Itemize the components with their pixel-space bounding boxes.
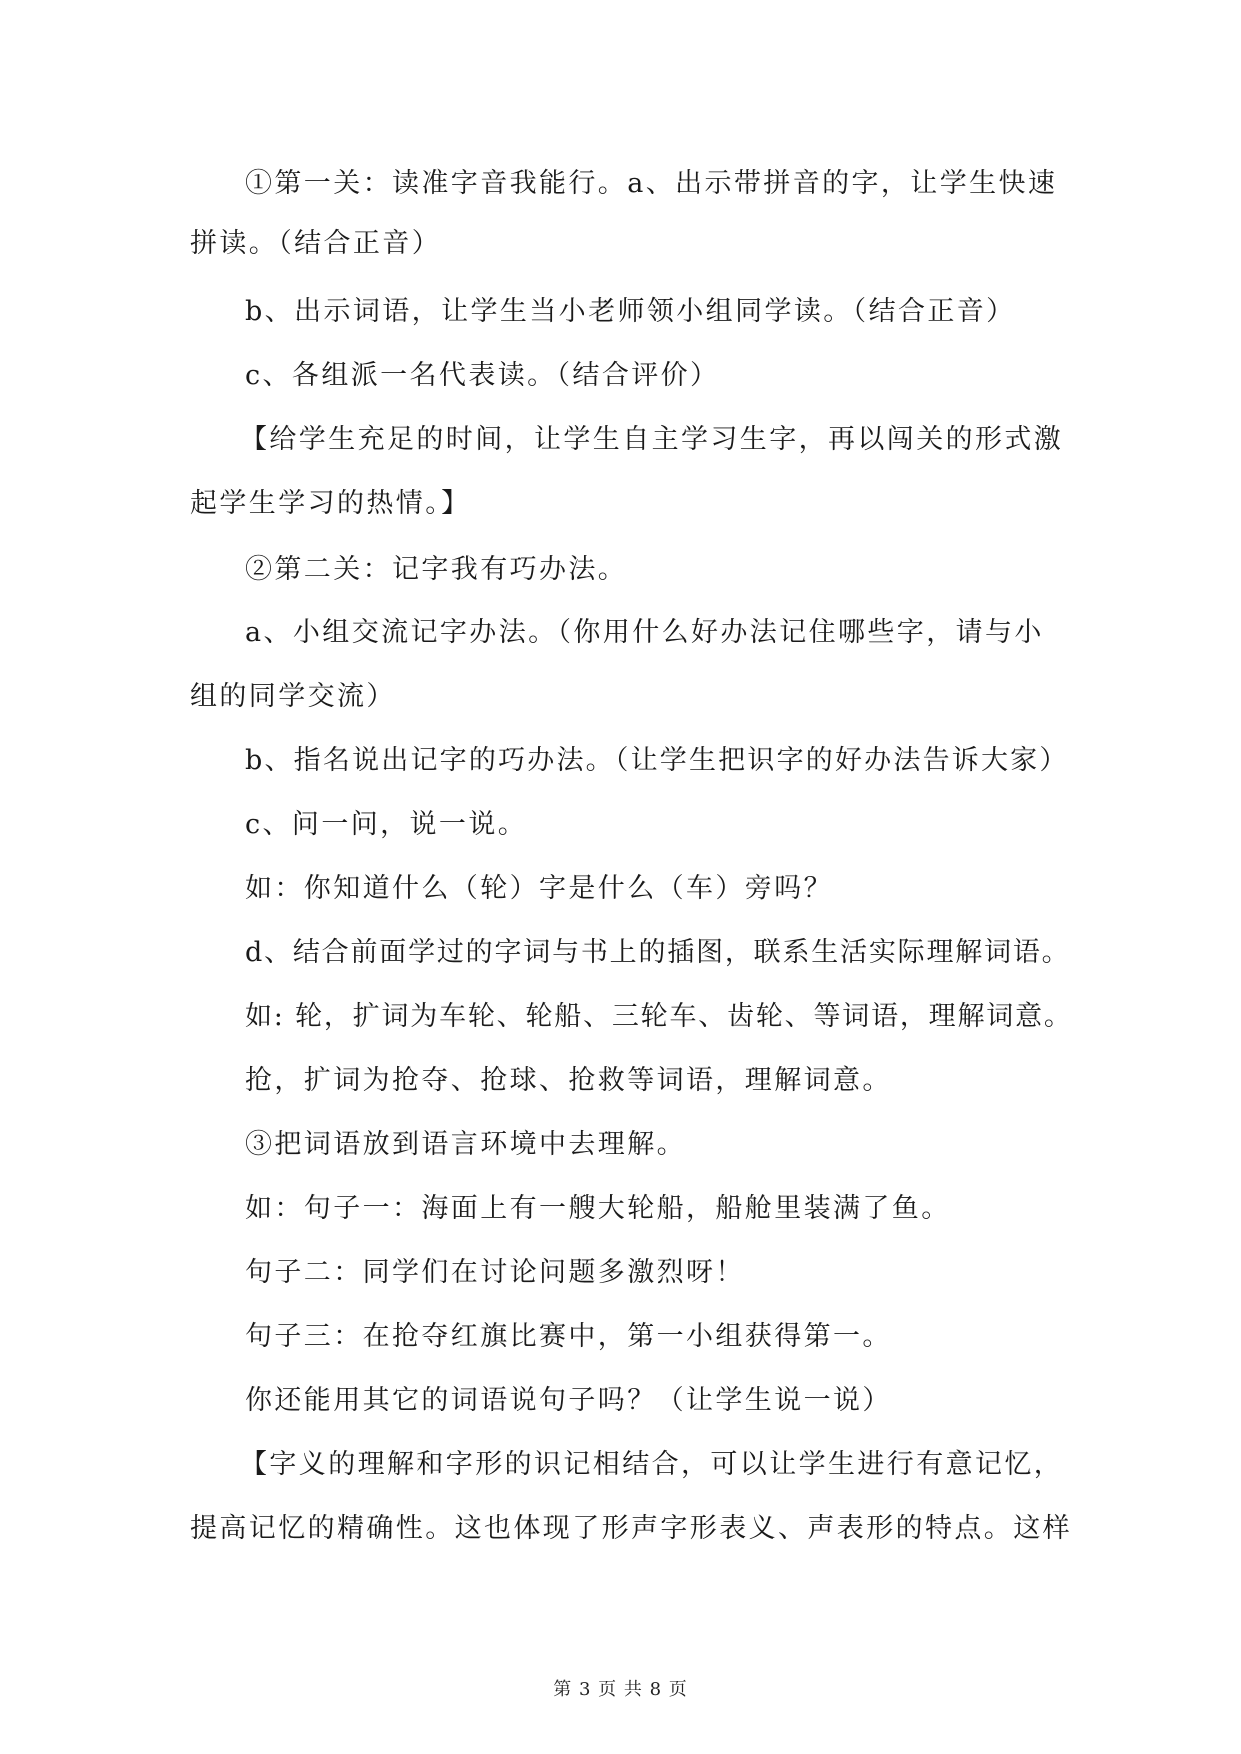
paragraph-line: 【字义的理解和字形的识记相结合，可以让学生进行有意记忆， [240,1449,1064,1480]
paragraph-line: 如: 轮，扩词为车轮、轮船、三轮车、齿轮、等词语，理解词意。 [245,1001,1073,1032]
paragraph-line: 组的同学交流） [190,681,396,712]
paragraph-line: b、出示词语，让学生当小老师领小组同学读。（结合正音） [245,296,1016,327]
paragraph-line: ②第二关：记字我有巧办法。 [245,554,628,585]
paragraph-line: 抢，扩词为抢夺、抢球、抢救等词语，理解词意。 [245,1065,892,1096]
page-footer [0,1678,1241,1702]
paragraph-line: 拼读。（结合正音） [190,228,442,259]
paragraph-line: ③把词语放到语言环境中去理解。 [245,1129,686,1160]
paragraph-line: 起学生学习的热情。】 [190,488,471,519]
paragraph-line: 【给学生充足的时间，让学生自主学习生字，再以闯关的形式激 [240,424,1064,455]
paragraph-line: a、小组交流记字办法。（你用什么好办法记住哪些字，请与小 [245,617,1044,648]
paragraph-line: c、问一问，说一说。 [245,809,528,840]
paragraph-line: 提高记忆的精确性。这也体现了形声字形表义、声表形的特点。这样 [190,1513,1072,1544]
paragraph-line: b、指名说出记字的巧办法。（让学生把识字的好办法告诉大家） [245,745,1069,776]
paragraph-line: 你还能用其它的词语说句子吗？（让学生说一说） [245,1385,892,1416]
paragraph-line: d、结合前面学过的字词与书上的插图，联系生活实际理解词语。 [245,937,1071,968]
paragraph-line: c、各组派一名代表读。（结合评价） [245,360,720,391]
paragraph-line: 如：句子一：海面上有一艘大轮船，船舱里装满了鱼。 [245,1193,951,1224]
paragraph-line: 句子二：同学们在讨论问题多激烈呀！ [245,1257,745,1288]
page-number-label: 第 3 页 共 8 页 [553,1679,688,1700]
paragraph-line: ①第一关：读准字音我能行。a、出示带拼音的字，让学生快速 [245,168,1058,199]
paragraph-line: 句子三：在抢夺红旗比赛中，第一小组获得第一。 [245,1321,892,1352]
paragraph-line: 如：你知道什么（轮）字是什么（车）旁吗？ [245,873,833,904]
